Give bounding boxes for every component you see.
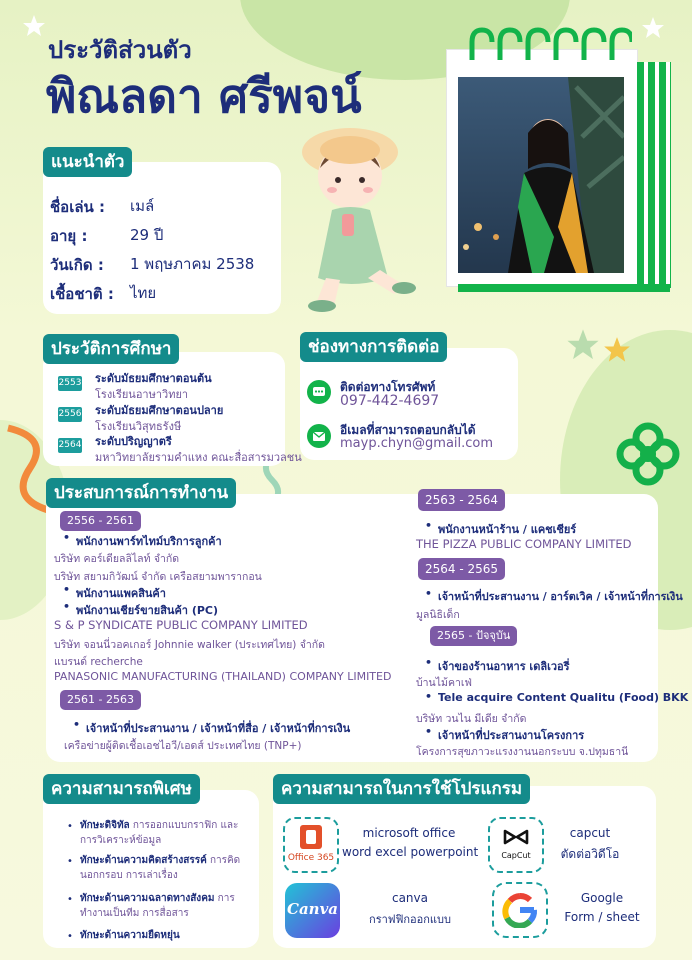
program-name-capcut: capcut <box>569 826 611 840</box>
company-name: S & P SYNDICATE PUBLIC COMPANY LIMITED <box>54 618 308 632</box>
flower-icon <box>612 418 684 490</box>
skills-heading: ความสามารถพิเศษ <box>43 774 200 804</box>
job-title: • พนักงานพาร์ทไทม์บริการลูกค้า <box>76 532 222 550</box>
period-badge-1: 2556 - 2561 <box>60 511 141 531</box>
education-year-2: 2556 <box>58 407 82 422</box>
education-level-3: ระดับปริญญาตรี <box>95 435 172 448</box>
intro-value-age: 29 ปี <box>130 226 164 244</box>
period-badge-3: 2563 - 2564 <box>418 489 505 511</box>
skill-name: ทักษะดิจิทัล <box>80 820 130 831</box>
company-name: บริษัท จอนนี่วอคเกอร์ Johnnie walker (ประเทศไทย) จำกัด <box>54 639 325 651</box>
intro-label-birthday: วันเกิด : <box>50 256 104 274</box>
skill-name: ทักษะด้านความคิดสร้างสรรค์ <box>80 855 207 866</box>
programs-heading: ความสามารถในการใช้โปรแกรม <box>273 774 530 804</box>
education-school-2: โรงเรียนวิสุทธรังษี <box>95 420 182 433</box>
company-name: แบรนด์ recherche <box>54 656 143 668</box>
google-icon <box>492 882 548 938</box>
intro-value-nickname: เมล์ <box>130 197 155 215</box>
education-year-1: 2553 <box>58 376 82 391</box>
job-title: • เจ้าของร้านอาหาร เดลิเวอรี่ <box>438 657 570 675</box>
job-title: • เจ้าหน้าที่ประสานงานโครงการ <box>438 726 584 744</box>
skill-detail: การคิดนอกกรอบ การเล่าเรื่อง <box>80 855 241 881</box>
company-name: บ้านไม้คาเฟ่ <box>416 677 472 689</box>
company-name: เครือข่ายผู้ติดเชื้อเอชไอวี/เอดส์ ประเทศไทย (TNP+) <box>64 740 302 752</box>
job-title: • พนักงานหน้าร้าน / แคชเชียร์ <box>438 520 576 538</box>
profile-photo <box>458 77 624 273</box>
photo-frame-shadow <box>458 284 670 292</box>
job-title: • พนักงานแพคสินค้า <box>76 584 166 602</box>
skill-item <box>80 891 252 921</box>
star-icon <box>22 14 46 38</box>
education-school-1: โรงเรียนอาษาวิทยา <box>95 388 189 401</box>
star-icon <box>641 16 665 40</box>
contact-email[interactable]: mayp.chyn@gmail.com <box>340 436 494 451</box>
company-name: มูลนิธิเด็ก <box>416 609 460 621</box>
company-name: THE PIZZA PUBLIC COMPANY LIMITED <box>416 537 632 551</box>
canva-icon <box>285 883 340 938</box>
girl-illustration-icon <box>298 118 428 316</box>
program-desc-google: Form / sheet <box>564 910 640 924</box>
contact-email-label: อีเมลที่สามารถตอบกลับได้ <box>340 423 476 437</box>
program-name-office: microsoft office <box>362 826 456 840</box>
contact-phone[interactable]: 097-442-4697 <box>340 393 440 409</box>
program-desc-office: word excel powerpoint <box>342 845 479 859</box>
period-badge-2: 2561 - 2563 <box>60 690 141 710</box>
job-title: • พนักงานเชียร์ขายสินค้า (PC) <box>76 601 218 619</box>
skill-name: ทักษะด้านความยืดหยุ่น <box>80 930 180 941</box>
star-icon <box>566 328 600 362</box>
skill-detail: การออกแบบกราฟิก และ การวิเคราะห์ข้อมูล <box>80 820 239 846</box>
photo-frame-stripes <box>637 62 671 288</box>
skill-name: ทักษะด้านความฉลาดทางสังคม <box>80 893 215 904</box>
canva-logo-text: Canva <box>287 900 338 918</box>
job-title: • เจ้าหน้าที่ประสานงาน / เจ้าหน้าที่สื่อ / เจ้าหน้าที่การเงิน <box>86 719 350 737</box>
capcut-icon <box>488 817 544 873</box>
mail-icon <box>307 424 331 448</box>
chat-icon <box>307 380 331 404</box>
job-title: • Tele acquire Content Qualitu (Food) BKK <box>438 691 688 704</box>
education-heading: ประวัติการศึกษา <box>43 334 179 364</box>
skill-item <box>80 853 252 883</box>
binder-rings-icon <box>462 24 632 64</box>
company-name: บริษัท สยามกิวัฒน์ จำกัด เครือสยามพารากอน <box>54 571 262 583</box>
company-name: บริษัท คอร์เดียลลิไลท์ จำกัด <box>54 553 180 565</box>
skill-detail: การทำงานเป็นทีม การสื่อสาร <box>80 893 235 919</box>
education-school-3: มหาวิทยาลัยรามคำแหง คณะสื่อสารมวลชน <box>95 451 302 464</box>
office-365-icon <box>283 817 339 873</box>
experience-heading: ประสบการณ์การทำงาน <box>46 478 236 508</box>
full-name: พิณลดา ศรีพจน์ <box>46 69 362 123</box>
program-desc-canva: กราฟฟิกออกแบบ <box>369 913 451 926</box>
contact-phone-label: ติดต่อทางโทรศัพท์ <box>340 380 436 394</box>
capcut-logo-text: CapCut <box>501 851 531 860</box>
star-icon <box>603 336 631 364</box>
intro-label-age: อายุ : <box>50 227 88 245</box>
intro-heading: แนะนำตัว <box>43 147 132 177</box>
page-title: ประวัติส่วนตัว <box>48 36 192 64</box>
education-level-2: ระดับมัธยมศึกษาตอนปลาย <box>95 404 224 417</box>
program-desc-capcut: ตัดต่อวิดีโอ <box>560 847 620 861</box>
period-badge-5: 2565 - ปัจจุบัน <box>430 626 517 646</box>
intro-label-nickname: ชื่อเล่น : <box>50 198 105 216</box>
company-name: บริษัท วนไน มีเดีย จำกัด <box>416 713 527 725</box>
education-level-1: ระดับมัธยมศึกษาตอนต้น <box>95 372 212 385</box>
company-name: โครงการสุขภาวะแรงงานนอกระบบ จ.ปทุมธานี <box>416 746 629 758</box>
company-name: PANASONIC MANUFACTURING (THAILAND) COMPANY LIMITED <box>54 670 392 683</box>
program-name-canva: canva <box>391 891 428 905</box>
intro-label-nationality: เชื้อชาติ : <box>50 285 114 303</box>
skill-item <box>80 928 252 943</box>
intro-value-birthday: 1 พฤษภาคม 2538 <box>130 255 255 273</box>
skill-item <box>80 818 252 848</box>
job-title: • เจ้าหน้าที่ประสานงาน / อาร์ตเวิค / เจ้าหน้าที่การเงิน <box>438 588 683 605</box>
education-year-3: 2564 <box>58 438 82 453</box>
program-name-google: Google <box>580 891 624 905</box>
intro-value-nationality: ไทย <box>130 284 157 302</box>
office-365-logo-text: Office 365 <box>287 853 335 863</box>
period-badge-4: 2564 - 2565 <box>418 558 505 580</box>
contact-heading: ช่องทางการติดต่อ <box>300 332 447 362</box>
